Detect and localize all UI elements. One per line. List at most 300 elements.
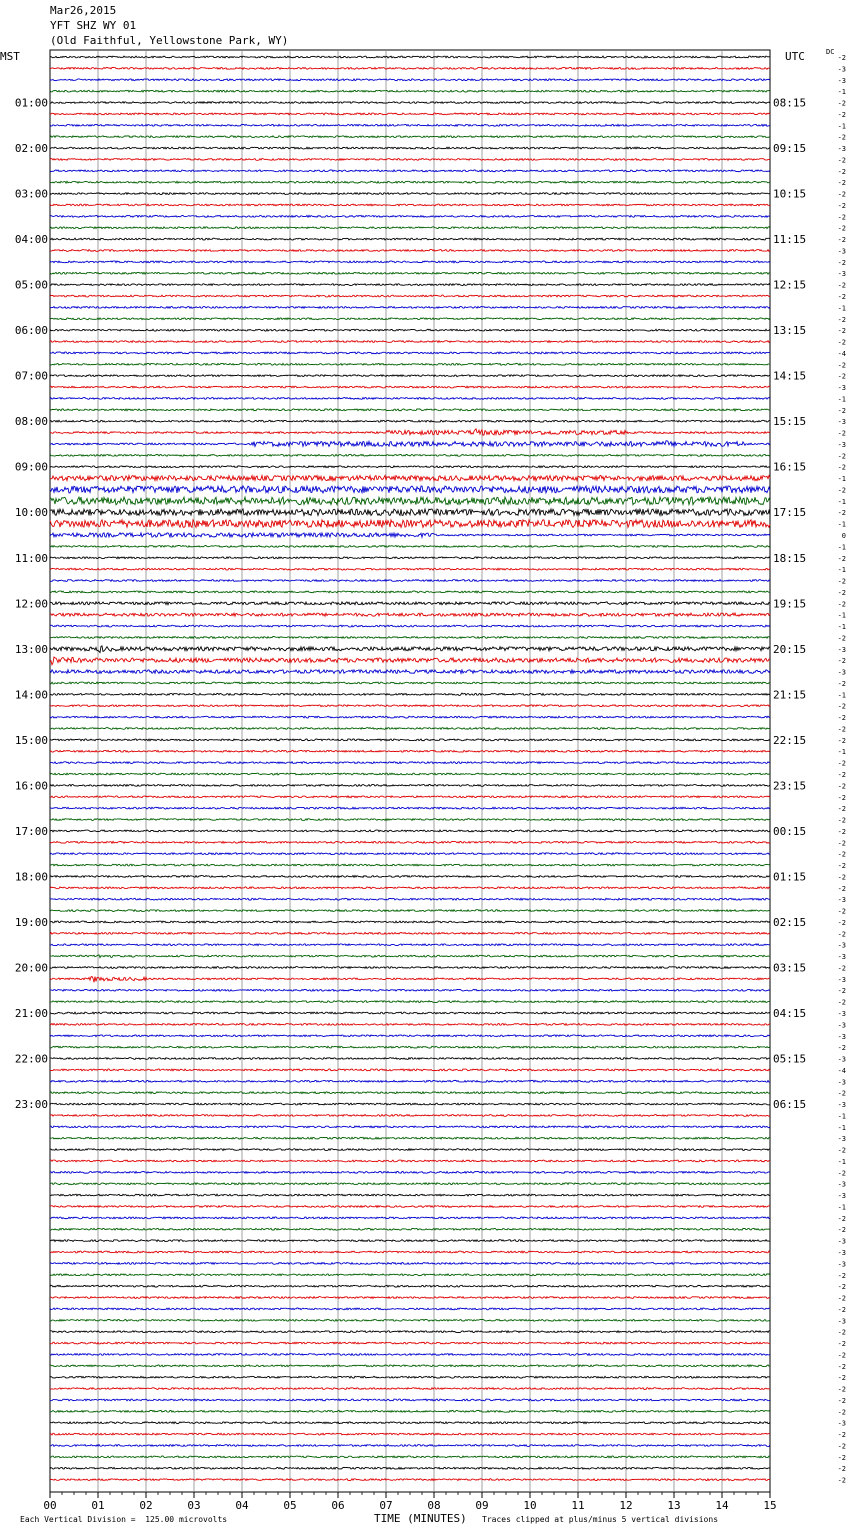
dc-offset: -2 [837,725,846,734]
trace-row [50,1399,770,1401]
dc-offset: -2 [837,1476,846,1485]
trace-row [50,1331,770,1333]
trace-row [50,625,770,627]
trace-row [50,159,770,161]
trace-row [50,887,770,889]
dc-offset: -2 [837,998,846,1007]
x-tick-label: 03 [187,1499,201,1512]
trace-row [50,1024,770,1026]
trace-row [50,967,770,969]
dc-offset: -3 [837,975,846,984]
dc-offset: -2 [837,509,846,518]
trace-row [50,898,770,900]
trace-row [50,1137,770,1139]
dc-offset: -2 [837,759,846,768]
mst-hour-label: 12:00 [14,597,48,611]
dc-offset: -2 [837,884,846,893]
trace-row [50,977,770,983]
utc-hour-label: 18:15 [773,551,807,565]
mst-hour-label: 01:00 [14,96,48,110]
dc-offset: -1 [837,1203,846,1212]
dc-offset: -3 [837,1101,846,1110]
dc-offset: -3 [837,953,846,962]
trace-row [50,113,770,115]
dc-offset: -2 [837,1044,846,1053]
trace-row [50,955,770,958]
dc-offset: -2 [837,793,846,802]
trace-row [50,944,770,946]
dc-offset: -2 [837,190,846,199]
trace-row [50,193,770,195]
trace-row [50,1365,770,1367]
trace-row [50,1194,770,1196]
dc-offset: -1 [837,1123,846,1132]
dc-offset: -4 [837,1066,846,1075]
trace-row [50,705,770,707]
utc-hour-label: 09:15 [773,142,807,156]
dc-offset: -2 [837,133,846,142]
utc-hour-label: 06:15 [773,1098,807,1112]
dc-offset: -3 [837,941,846,950]
trace-row [50,910,770,912]
trace-row [50,136,770,138]
dc-offset: -3 [837,1135,846,1144]
date-label: Mar26,2015 [50,4,117,17]
dc-offset: -1 [837,611,846,620]
x-axis [43,1492,776,1512]
trace-row [50,466,770,468]
dc-offset: -2 [837,1283,846,1292]
dc-offset: -3 [837,1317,846,1326]
trace-row [50,318,770,320]
trace-row [50,785,770,787]
utc-hour-label: 13:15 [773,324,807,338]
dc-offset: -2 [837,554,846,563]
trace-row [50,693,770,695]
trace-row [50,386,770,388]
trace-row [50,739,770,741]
dc-offset: -1 [837,623,846,632]
trace-row [50,509,770,515]
utc-hour-label: 01:15 [773,870,807,884]
trace-row [50,409,770,411]
trace-row [50,1035,770,1037]
dc-offset: -3 [837,145,846,154]
dc-offset: -2 [837,1431,846,1440]
dc-offset: -3 [837,1078,846,1087]
dc-offset: -2 [837,679,846,688]
x-tick-label: 04 [235,1499,249,1512]
utc-hour-label: 21:15 [773,688,807,702]
mst-hour-label: 10:00 [14,506,48,520]
trace-row [50,90,770,92]
dc-offset: -2 [837,600,846,609]
trace-row [50,1479,770,1481]
trace-row [50,520,770,528]
mst-hour-label: 20:00 [14,961,48,975]
dc-offset: -3 [837,384,846,393]
trace-row [50,568,770,570]
utc-hour-label: 22:15 [773,733,807,747]
x-tick-label: 02 [139,1499,153,1512]
trace-row [50,1069,770,1071]
trace-row [50,546,770,548]
trace-row [50,864,770,866]
trace-row [50,1046,770,1048]
dc-offset: -2 [837,1453,846,1462]
trace-row [50,476,770,481]
trace-row [50,613,770,616]
trace-row [50,170,770,172]
dc-offset: -3 [837,645,846,654]
utc-hour-label: 08:15 [773,96,807,110]
trace-row [50,1058,770,1060]
trace-row [50,441,770,447]
trace-row [50,284,770,286]
trace-row [50,1240,770,1242]
dc-offset: -2 [837,315,846,324]
trace-row [50,1376,770,1378]
trace-row [50,1160,770,1162]
dc-offset: -2 [837,702,846,711]
dc-offset: -2 [837,873,846,882]
x-tick-label: 11 [571,1499,585,1512]
mst-hour-label: 03:00 [14,187,48,201]
trace-row [50,102,770,104]
utc-hour-label: 12:15 [773,278,807,292]
dc-offset: -2 [837,1362,846,1371]
dc-offset: -1 [837,1157,846,1166]
trace-row [50,181,770,183]
trace-row [50,533,770,537]
dc-offset: -1 [837,304,846,313]
dc-offset: -2 [837,657,846,666]
x-tick-label: 10 [523,1499,537,1512]
trace-row [50,363,770,365]
dc-offset: -2 [837,463,846,472]
trace-row [50,1433,770,1435]
dc-offset: -2 [837,588,846,597]
trace-row [50,1467,770,1469]
dc-offset: -2 [837,987,846,996]
dc-offset: -2 [837,99,846,108]
dc-offset: -3 [837,1419,846,1428]
dc-offset: -2 [837,907,846,916]
trace-row [50,420,770,422]
dc-offset: -2 [837,452,846,461]
mst-hour-label: 18:00 [14,870,48,884]
dc-offset: -2 [837,771,846,779]
dc-offset-labels [838,54,846,1485]
utc-hour-label: 16:15 [773,460,807,474]
dc-offset: -2 [837,201,846,210]
dc-offset: -1 [837,497,846,506]
trace-row [50,1228,770,1230]
dc-offset: -1 [837,748,846,757]
dc-offset: -2 [837,1408,846,1417]
x-tick-label: 07 [379,1499,393,1512]
dc-offset: -3 [837,270,846,279]
mst-zone-label: MST [0,50,20,63]
dc-offset: -2 [837,406,846,415]
dc-offset: -2 [837,805,846,814]
utc-hour-label: 05:15 [773,1052,807,1066]
dc-offset: -2 [837,224,846,233]
utc-hour-label: 17:15 [773,506,807,520]
dc-offset: -2 [837,1169,846,1178]
dc-offset: -2 [837,486,846,495]
dc-offset: -2 [837,1089,846,1098]
dc-offset: -1 [837,1112,846,1121]
trace-row [50,1217,770,1219]
mst-hour-label: 04:00 [14,233,48,247]
dc-offset: -2 [837,236,846,245]
mst-hour-label: 05:00 [14,278,48,292]
trace-row [50,1297,770,1299]
dc-offset: -2 [837,1340,846,1349]
mst-hour-label: 07:00 [14,369,48,383]
dc-offset: -2 [837,361,846,370]
trace-row [50,1183,770,1185]
dc-offset: -3 [837,65,846,74]
trace-row [50,486,770,493]
dc-offset: -2 [837,1385,846,1394]
dc-offset: -2 [837,827,846,836]
utc-hour-label: 14:15 [773,369,807,383]
trace-row [50,1080,770,1082]
trace-row [50,238,770,240]
x-tick-label: 01 [91,1499,105,1512]
dc-offset: -3 [837,896,846,905]
mst-hour-label: 11:00 [14,551,48,565]
dc-offset: -2 [837,179,846,188]
trace-row [50,124,770,126]
utc-hour-label: 00:15 [773,824,807,838]
dc-offset: -2 [837,736,846,745]
trace-row [50,215,770,217]
mst-hour-labels [15,97,48,1112]
trace-row [50,830,770,832]
x-tick-label: 13 [667,1499,681,1512]
dc-offset: -2 [837,327,846,336]
trace-row [50,261,770,263]
mst-hour-label: 13:00 [14,642,48,656]
trace-row [50,1388,770,1390]
mst-hour-label: 23:00 [14,1098,48,1112]
dc-offset: -2 [837,850,846,859]
dc-offset: -3 [837,1032,846,1041]
trace-row [50,79,770,81]
trace-row [50,853,770,855]
dc-offset: -2 [837,918,846,927]
trace-row [50,1410,770,1412]
dc-offset: -2 [837,930,846,939]
trace-row [50,1456,770,1458]
dc-offset: -2 [837,634,846,643]
dc-offset: -1 [837,88,846,97]
mst-hour-label: 21:00 [14,1007,48,1020]
dc-offset: -3 [837,1010,846,1018]
utc-hour-label: 20:15 [773,642,807,656]
x-tick-label: 09 [475,1499,489,1512]
trace-row [50,1342,770,1344]
trace-row [50,1354,770,1356]
dc-offset: -2 [837,281,846,290]
utc-hour-label: 02:15 [773,915,807,929]
trace-row [50,398,770,400]
trace-row [50,602,770,605]
utc-hour-label: 19:15 [773,597,807,611]
trace-row [50,1274,770,1276]
trace-row [50,1206,770,1208]
dc-offset: -2 [837,167,846,176]
trace-row [50,307,770,309]
dc-offset: -2 [837,1214,846,1223]
dc-offset: -4 [837,349,846,358]
x-tick-label: 14 [715,1499,729,1512]
trace-row [50,1171,770,1173]
trace-row [50,819,770,821]
location-label: (Old Faithful, Yellowstone Park, WY) [50,34,289,47]
trace-row [50,1126,770,1128]
trace-row [50,921,770,923]
trace-row [50,1103,770,1105]
dc-offset: -3 [837,440,846,449]
dc-offset: -3 [837,418,846,427]
trace-row [50,1319,770,1321]
trace-row [50,147,770,149]
trace-row [50,1422,770,1424]
trace-row [50,657,770,665]
trace-row [50,1012,770,1014]
trace-row [50,557,770,559]
trace-row [50,227,770,229]
dc-offset: -1 [837,543,846,552]
trace-row [50,329,770,331]
dc-offset: -2 [837,372,846,381]
trace-row [50,375,770,377]
mst-hour-label: 15:00 [14,733,48,747]
dc-offset: -1 [837,691,846,700]
clip-note: Traces clipped at plus/minus 5 vertical divisions [482,1515,719,1524]
mst-hour-label: 22:00 [14,1052,48,1066]
mst-hour-label: 06:00 [14,324,48,338]
mst-hour-label: 09:00 [14,460,48,474]
dc-header-label: DC [826,48,835,56]
trace-row [50,716,770,718]
utc-zone-label: UTC [785,50,805,63]
seismic-traces [50,56,770,1480]
trace-row [50,773,770,775]
dc-offset: -3 [837,76,846,85]
utc-hour-label: 04:15 [773,1007,807,1020]
dc-offset: -1 [837,122,846,131]
trace-row [50,352,770,354]
trace-row [50,1092,770,1094]
trace-row [50,250,770,252]
trace-row [50,204,770,206]
trace-row [50,637,770,639]
dc-offset: -2 [837,110,846,119]
trace-row [50,591,770,593]
trace-row [50,1001,770,1003]
utc-hour-label: 11:15 [773,233,807,247]
dc-offset: -2 [837,1351,846,1360]
trace-row [50,1445,770,1447]
dc-offset: -2 [837,839,846,848]
trace-row [50,580,770,582]
trace-row [50,497,770,505]
dc-offset: -2 [837,1305,846,1314]
dc-offset: -3 [837,1260,846,1269]
dc-offset: -2 [837,1465,846,1474]
dc-offset: -2 [837,1442,846,1451]
dc-offset: -3 [837,668,846,677]
dc-offset: -3 [837,1180,846,1189]
x-tick-label: 06 [331,1499,345,1512]
dc-offset: -2 [837,338,846,347]
utc-hour-labels [773,97,806,1112]
dc-offset: -2 [837,258,846,267]
trace-row [50,1308,770,1310]
mst-hour-label: 19:00 [14,915,48,929]
dc-offset: -2 [837,54,846,62]
dc-offset: -2 [837,816,846,825]
trace-row [50,429,770,435]
trace-row [50,807,770,809]
dc-offset: -1 [837,475,846,484]
mst-hour-label: 14:00 [14,688,48,702]
trace-row [50,272,770,274]
trace-row [50,670,770,674]
dc-offset: -2 [837,1396,846,1405]
dc-offset: -2 [837,213,846,222]
x-axis-title: TIME (MINUTES) [374,1512,467,1525]
trace-row [50,1285,770,1287]
dc-offset: -3 [837,247,846,256]
dc-offset: -2 [837,714,846,723]
dc-offset: -2 [837,156,846,165]
mst-hour-label: 02:00 [14,142,48,156]
dc-offset: -2 [837,293,846,301]
mst-hour-label: 17:00 [14,824,48,838]
dc-offset: -2 [837,577,846,586]
trace-row [50,876,770,878]
dc-offset: -1 [837,566,846,575]
dc-offset: -2 [837,1374,846,1383]
utc-hour-label: 03:15 [773,961,807,975]
x-tick-label: 12 [619,1499,633,1512]
dc-offset: -1 [837,520,846,529]
dc-offset: -3 [837,1249,846,1257]
dc-offset: 0 [841,532,846,540]
trace-row [50,646,770,653]
dc-offset: -3 [837,1021,846,1030]
dc-offset: -2 [837,1146,846,1155]
dc-offset: -2 [837,964,846,973]
mst-hour-label: 08:00 [14,415,48,429]
scale-note: Each Vertical Division = 125.00 microvolts [20,1515,228,1524]
trace-row [50,1251,770,1253]
trace-row [50,932,770,934]
dc-offset: -2 [837,429,846,438]
x-tick-label: 05 [283,1499,297,1512]
dc-offset: -3 [837,1192,846,1201]
trace-row [50,750,770,752]
trace-row [50,1263,770,1265]
trace-row [50,1115,770,1117]
dc-offset: -3 [837,1237,846,1246]
